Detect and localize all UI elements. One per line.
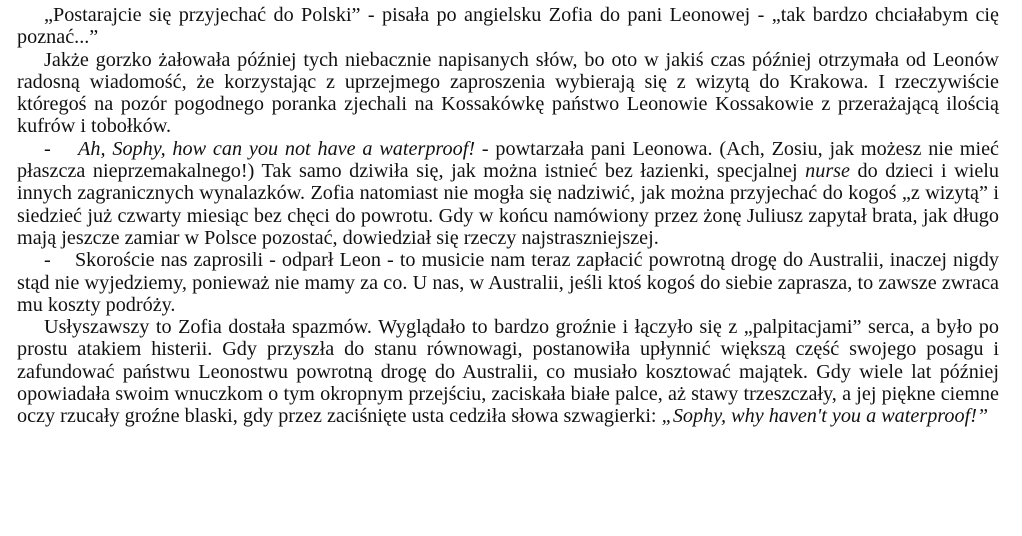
dialog-dash: - xyxy=(44,249,51,272)
dialog-dash: - xyxy=(44,137,51,160)
dialog-text-part-1: - powtarzała pani Leonowa. (Ach, Zosiu, jak możesz nie mieć płaszcza nieprzemakalnego!) Tak samo dziwiła się, jak można istnieć bez łazienki, specjalnej xyxy=(17,137,1000,183)
italic-final-quote: „Sophy, why haven't you a waterproof!” xyxy=(661,405,989,428)
paragraph-4-dialog xyxy=(17,249,999,316)
dialog-text-part-2: do dzieci i wielu innych zagranicznych wynalazków. Zofia natomiast nie mogła się nadziwić, jak można przyjechać do kogoś „z wizytą” i siedzieć już czwarty miesiąc bez chęci do powrotu. Gdy w końcu namówiony przez żonę Juliusz zapytał brata, jak długo mają jeszcze zamiar w Polsce pozostać, dowiedział się rzeczy najstraszniejszej. xyxy=(17,160,999,249)
paragraph-5 xyxy=(17,316,999,427)
paragraph-5-text: Usłyszawszy to Zofia dostała spazmów. Wyglądało to bardzo groźnie i łączyło się z „palpitacjami” serca, a było po prostu atakiem histerii. Gdy przyszła do stanu równowagi, postanowiła upłynnić większą część swojego posagu i zafundować państwu Leonostwu powrotną drogę do Australii, co musiało kosztować majątek. Gdy wiele lat później opowiadała swoim wnuczkom o tym okropnym przejściu, zaciskała białe palce, aż stawy trzeszczały, a jej piękne ciemne oczy rzucały groźne blaski, gdy przez zaciśnięte usta cedziła słowa szwagierki: xyxy=(17,316,999,428)
italic-word-nurse: nurse xyxy=(805,160,851,183)
paragraph-1: „Postarajcie się przyjechać do Polski” - pisała po angielsku Zofia do pani Leonowej - „tak bardzo chciałabym cię poznać...” xyxy=(17,4,999,49)
document-page xyxy=(17,4,999,428)
paragraph-3-dialog xyxy=(17,138,999,249)
italic-quote-english: Ah, Sophy, how can you not have a waterproof! xyxy=(78,137,476,160)
paragraph-2: Jakże gorzko żałowała później tych niebacznie napisanych słów, bo oto w jakiś czas później otrzymała od Leonów radosną wiadomość, że korzystając z uprzejmego zaproszenia wybierają się z wizytą do Krakowa. I rzeczywiście któregoś na pozór pogodnego poranka zjechali na Kossakówkę państwo Leonowie Kossakowie z przerażającą ilością kufrów i tobołków. xyxy=(17,48,999,138)
dialog-text: Skoroście nas zaprosili - odparł Leon - to musicie nam teraz zapłacić powrotną drogę do Australii, inaczej nigdy stąd nie wyjedziemy, ponieważ nie mamy za co. U nas, w Australii, jeśli ktoś kogoś do siebie zaprasza, to zawsze zwraca mu koszty podróży. xyxy=(17,249,999,316)
